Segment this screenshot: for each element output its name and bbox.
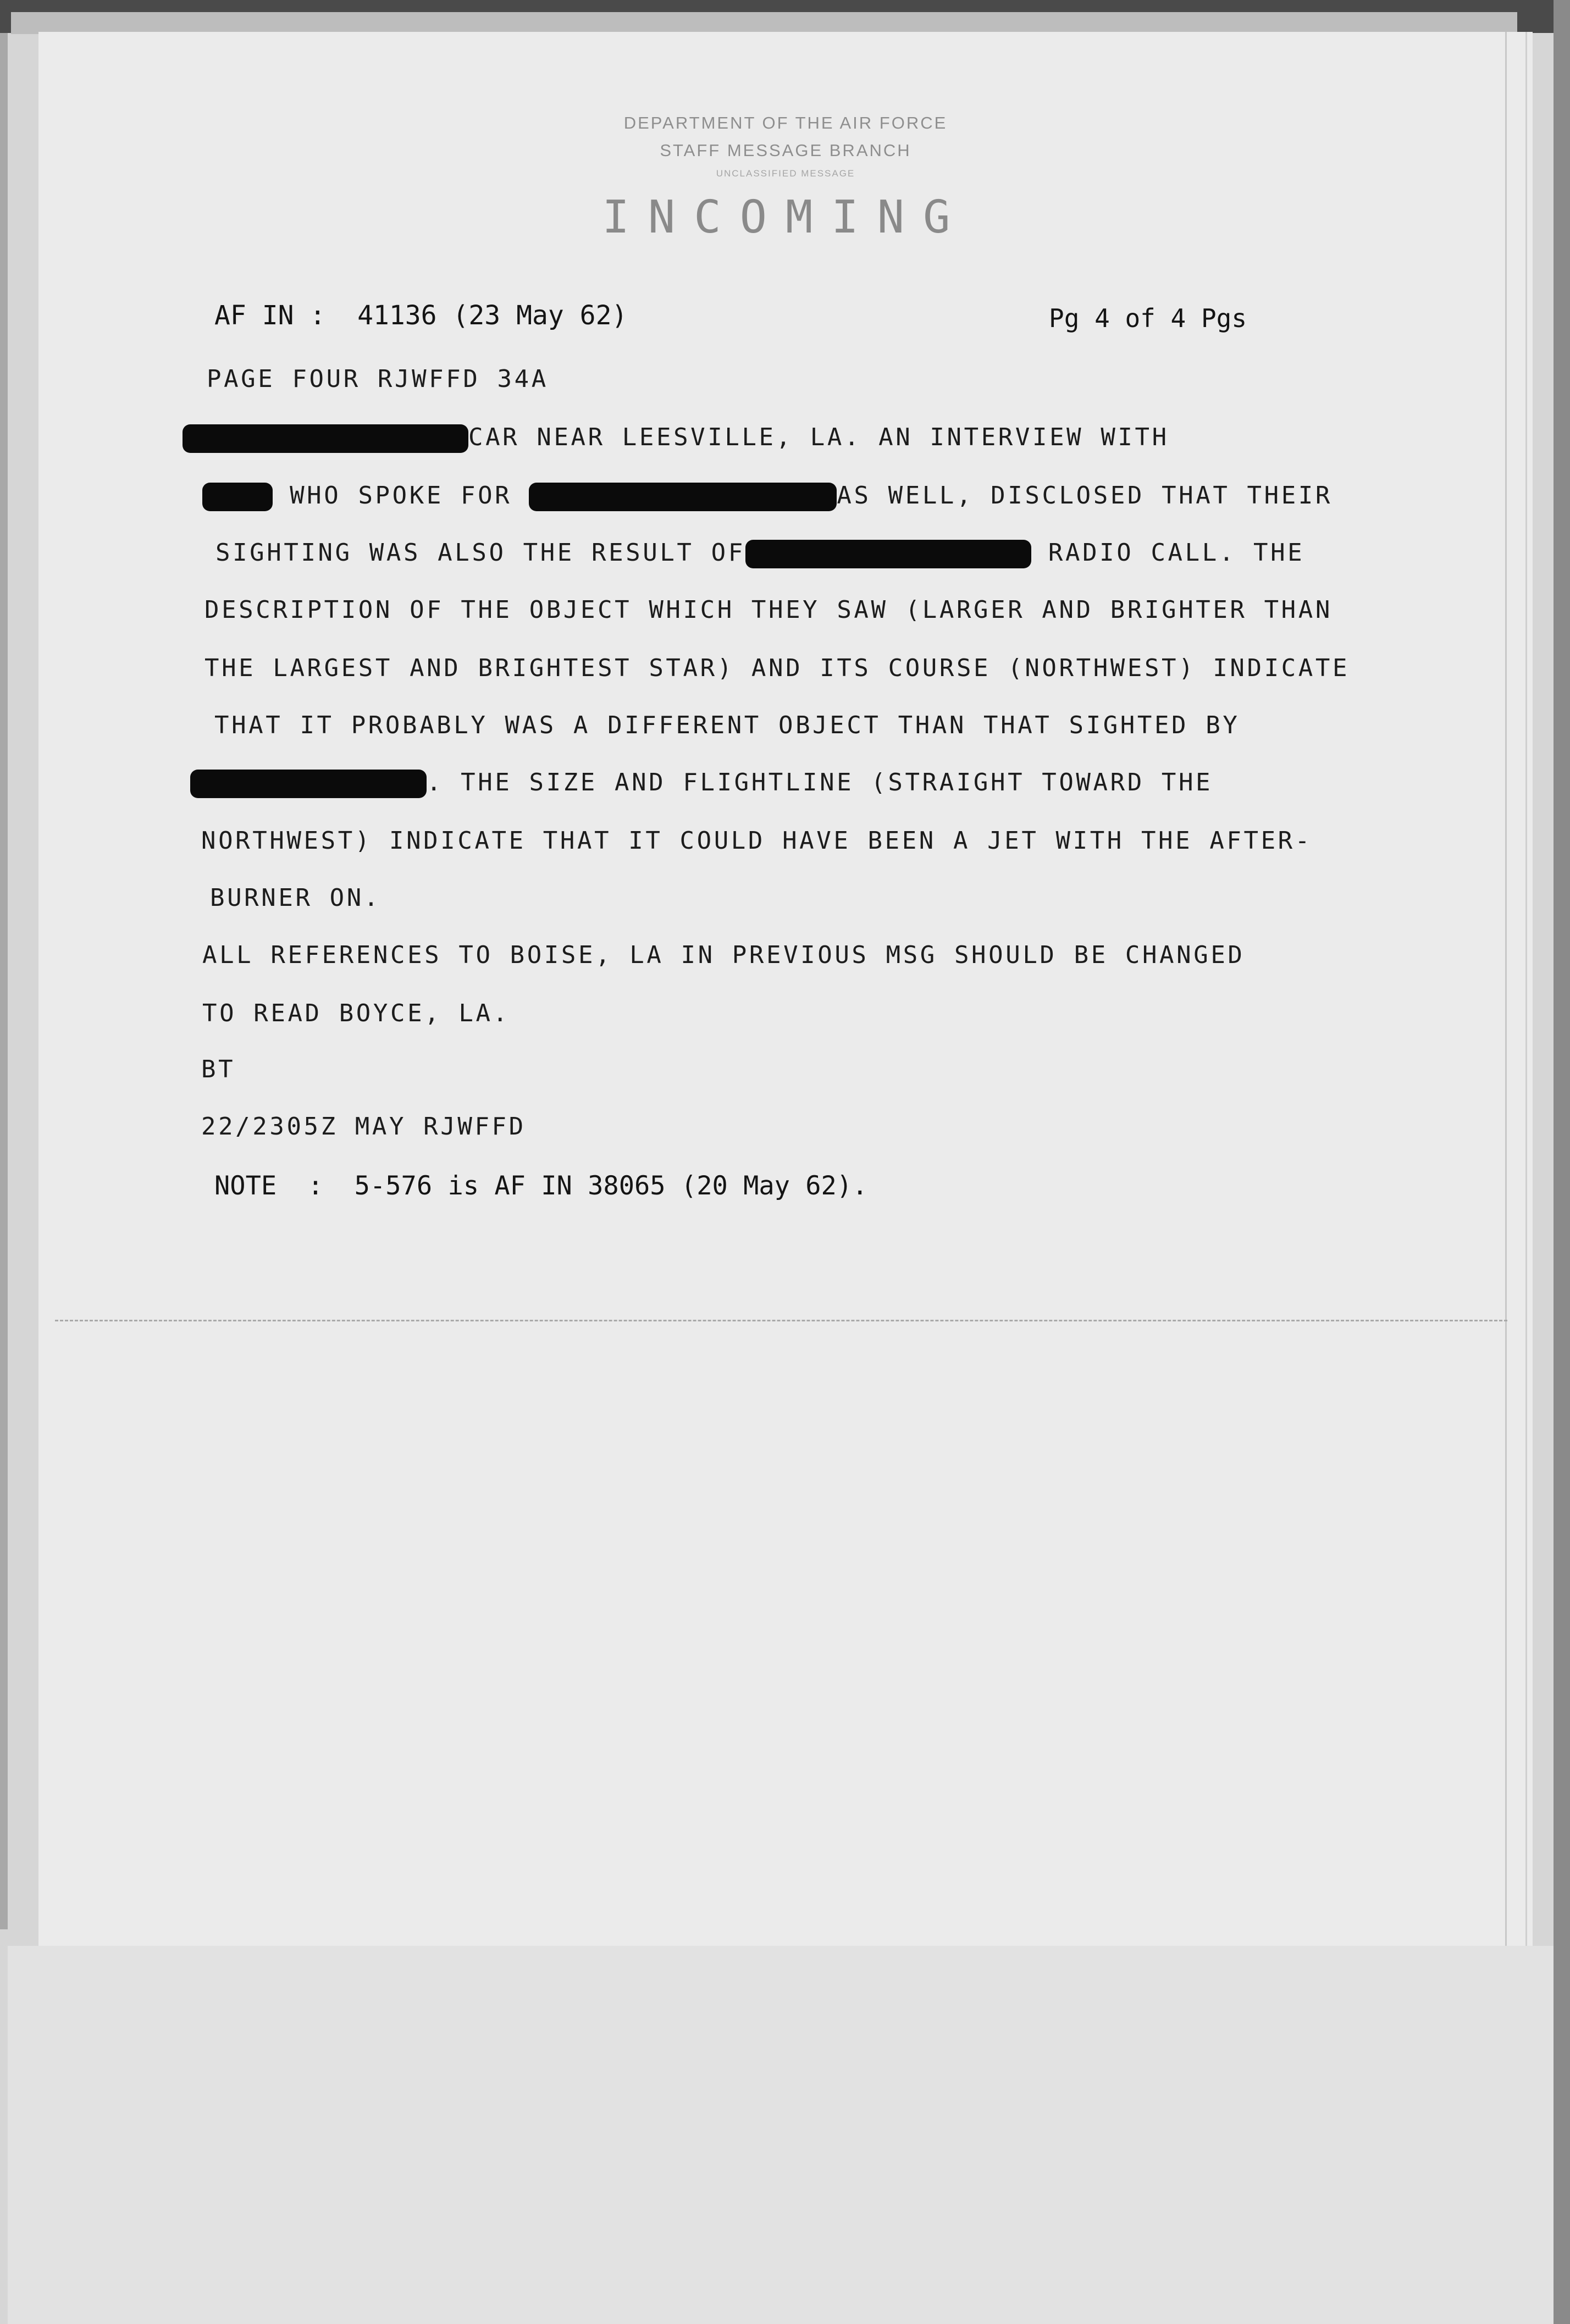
body-line: [190, 768, 1213, 798]
margin-line: [1525, 32, 1527, 1946]
lower-blank-area: [8, 1946, 1554, 2324]
perforation-line: [55, 1320, 1507, 1321]
body-text: CAR NEAR LEESVILLE, LA. AN INTERVIEW WITH: [468, 423, 1169, 451]
redaction-block: [202, 483, 273, 511]
message-sheet: [38, 32, 1533, 1946]
letterhead-department: DEPARTMENT OF THE AIR FORCE: [623, 113, 948, 132]
redaction-block: [529, 483, 837, 511]
body-line: TO READ BOYCE, LA.: [202, 999, 510, 1027]
body-text: RADIO CALL. THE: [1048, 539, 1305, 567]
body-line: THAT IT PROBABLY WAS A DIFFERENT OBJECT THAN THAT SIGHTED BY: [214, 711, 1240, 739]
redaction-block: [745, 540, 1031, 568]
page-count: Pg 4 of 4 Pgs: [1049, 303, 1247, 333]
letterhead-branch: STAFF MESSAGE BRANCH: [660, 141, 911, 160]
body-line: THE LARGEST AND BRIGHTEST STAR) AND ITS COURSE (NORTHWEST) INDICATE: [204, 654, 1350, 682]
body-line: ALL REFERENCES TO BOISE, LA IN PREVIOUS MSG SHOULD BE CHANGED: [202, 941, 1245, 969]
letterhead-classification: UNCLASSIFIED MESSAGE: [716, 168, 855, 179]
body-text: AS WELL, DISCLOSED THAT THEIR: [837, 482, 1333, 510]
body-line: [183, 423, 1169, 453]
body-line: NORTHWEST) INDICATE THAT IT COULD HAVE BEEN A JET WITH THE AFTER-: [201, 827, 1312, 855]
body-line: [202, 482, 1333, 511]
right-film-edge: [1554, 0, 1570, 2324]
body-line: [215, 539, 1304, 568]
margin-line: [1505, 32, 1507, 1946]
body-line: DESCRIPTION OF THE OBJECT WHICH THEY SAW (LARGER AND BRIGHTER THAN: [204, 596, 1333, 624]
body-line: 22/2305Z MAY RJWFFD: [201, 1113, 526, 1141]
top-film-band-inner: [11, 12, 1517, 34]
note-line: NOTE : 5-576 is AF IN 38065 (20 May 62).: [214, 1171, 868, 1201]
body-line: PAGE FOUR RJWFFD 34A: [207, 365, 549, 393]
body-text: SIGHTING WAS ALSO THE RESULT OF: [215, 539, 745, 567]
body-text: WHO SPOKE FOR: [290, 482, 512, 510]
body-line: BURNER ON.: [210, 884, 381, 912]
af-in-number: AF IN : 41136 (23 May 62): [214, 300, 628, 331]
letterhead-type: INCOMING: [602, 191, 969, 244]
redaction-block: [183, 424, 468, 453]
body-line: BT: [201, 1055, 236, 1083]
redaction-block: [190, 770, 427, 798]
body-text: . THE SIZE AND FLIGHTLINE (STRAIGHT TOWARD THE: [427, 768, 1213, 796]
left-film-edge: [0, 33, 8, 1929]
